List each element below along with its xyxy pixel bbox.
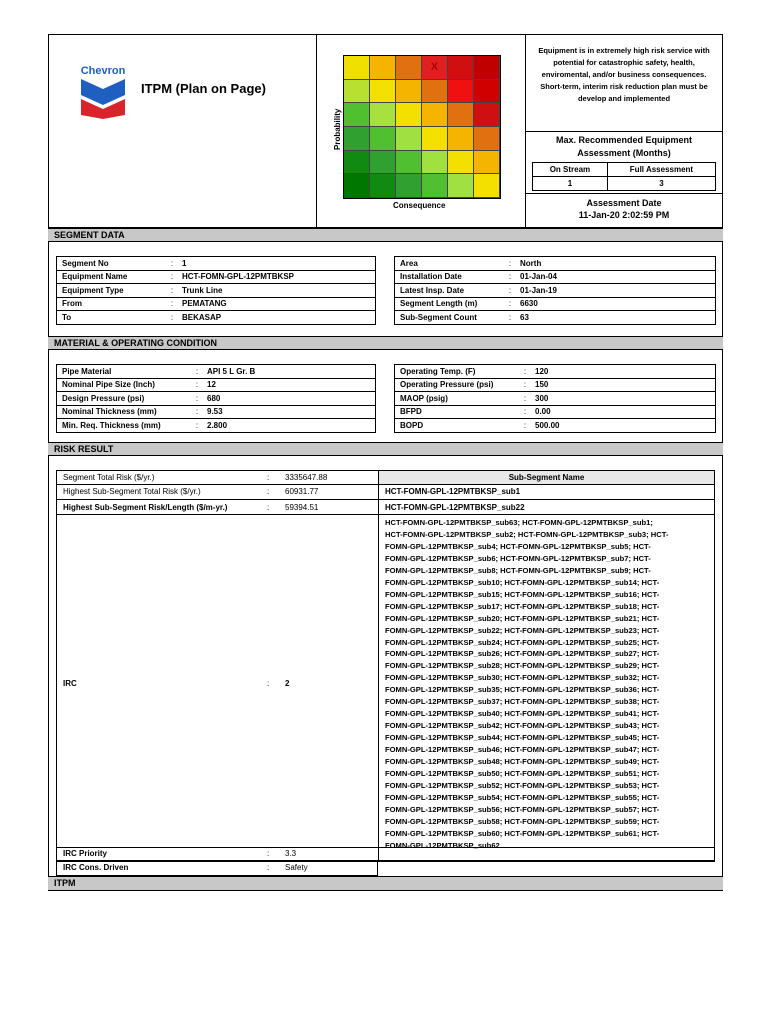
kv-row: To : BEKASAP <box>57 311 376 325</box>
chevron-emblem-icon <box>77 77 129 119</box>
irc-line: FOMN-GPL-12PMTBKSP_sub37; HCT-FOMN-GPL-12PMTBKSP_sub38; HCT- <box>385 697 660 707</box>
irc-cons-row: IRC Cons. Driven : Safety <box>56 862 378 876</box>
risk-table <box>56 470 715 862</box>
probability-label: Probability <box>333 108 342 150</box>
matrix-cell <box>396 151 422 175</box>
field-label: MAOP (psig) <box>400 393 448 403</box>
matrix-cell <box>422 80 448 104</box>
field-label: Nominal Pipe Size (Inch) <box>62 380 155 390</box>
kv-row: MAOP (psig) : 300 <box>395 392 716 406</box>
irc-priority-label: IRC Priority <box>63 849 108 858</box>
field-label: Installation Date <box>400 272 462 282</box>
kv-row: Installation Date : 01-Jan-04 <box>395 270 716 284</box>
segment-data-left <box>56 256 376 325</box>
matrix-cell <box>448 127 474 151</box>
field-label: From <box>62 299 82 309</box>
matrix-cell <box>344 103 370 127</box>
matrix-cell <box>474 80 500 104</box>
field-value: 1 <box>182 258 187 268</box>
matrix-cell <box>474 56 500 80</box>
matrix-cell <box>344 80 370 104</box>
matrix-cell <box>474 103 500 127</box>
matrix-cell <box>474 151 500 175</box>
max-assessment-title: Max. Recommended Equipment Assessment (Months) <box>555 135 693 158</box>
segment-data-right <box>394 256 716 325</box>
assessment-date-box <box>525 193 723 228</box>
subsegment-name: HCT-FOMN-GPL-12PMTBKSP_sub1 <box>385 487 521 496</box>
consequence-label: Consequence <box>393 201 446 210</box>
risk-value: 59394.51 <box>285 503 319 512</box>
field-value: 150 <box>535 380 549 390</box>
field-label: Segment Length (m) <box>400 299 478 309</box>
kv-row: Equipment Name : HCT-FOMN-GPL-12PMTBKSP <box>57 270 376 284</box>
kv-row: Min. Req. Thickness (mm) : 2.800 <box>57 419 376 433</box>
irc-line: FOMN-GPL-12PMTBKSP_sub28; HCT-FOMN-GPL-12PMTBKSP_sub29; HCT- <box>385 661 660 671</box>
field-label: Area <box>400 258 418 268</box>
logo-text: Chevron <box>80 65 126 77</box>
irc-line: FOMN-GPL-12PMTBKSP_sub52; HCT-FOMN-GPL-12PMTBKSP_sub53; HCT- <box>385 780 660 790</box>
field-label: Design Pressure (psi) <box>62 393 145 403</box>
matrix-cell <box>396 174 422 198</box>
field-label: Operating Temp. (F) <box>400 366 476 376</box>
kv-row: Nominal Thickness (mm) : 9.53 <box>57 405 376 419</box>
irc-priority-value: 3.3 <box>285 849 297 858</box>
irc-line: HCT-FOMN-GPL-12PMTBKSP_sub2; HCT-FOMN-GPL-12PMTBKSP_sub3; HCT- <box>385 529 669 539</box>
matrix-cell <box>370 127 396 151</box>
irc-cons-value: Safety <box>285 863 308 872</box>
field-value: 680 <box>207 393 221 403</box>
field-value: 0.00 <box>535 407 551 417</box>
field-value: 500.00 <box>535 420 560 430</box>
matrix-cell <box>474 127 500 151</box>
max-assessment-box <box>525 131 723 194</box>
matrix-cell <box>448 151 474 175</box>
field-value: Trunk Line <box>182 285 223 295</box>
kv-row: Operating Pressure (psi) : 150 <box>395 378 716 392</box>
kv-row: Pipe Material : API 5 L Gr. B <box>57 365 376 379</box>
matrix-cell <box>396 127 422 151</box>
segment-data-header: SEGMENT DATA <box>48 228 723 242</box>
irc-line: FOMN-GPL-12PMTBKSP_sub24; HCT-FOMN-GPL-12PMTBKSP_sub25; HCT- <box>385 637 660 647</box>
subsegment-name: HCT-FOMN-GPL-12PMTBKSP_sub22 <box>385 503 525 512</box>
on-stream-value: 1 <box>533 177 608 191</box>
irc-line: FOMN-GPL-12PMTBKSP_sub26; HCT-FOMN-GPL-12PMTBKSP_sub27; HCT- <box>385 649 660 659</box>
matrix-marker: X <box>422 56 448 80</box>
field-value: API 5 L Gr. B <box>207 366 256 376</box>
field-label: BFPD <box>400 407 422 417</box>
risk-result-header: RISK RESULT <box>48 442 723 456</box>
matrix-cell <box>344 174 370 198</box>
risk-matrix-block <box>316 34 526 228</box>
irc-line: FOMN-GPL-12PMTBKSP_sub42; HCT-FOMN-GPL-12PMTBKSP_sub43; HCT- <box>385 721 660 731</box>
field-value: 12 <box>207 380 216 390</box>
irc-line: FOMN-GPL-12PMTBKSP_sub44; HCT-FOMN-GPL-12PMTBKSP_sub45; HCT- <box>385 733 660 743</box>
matrix-cell <box>422 103 448 127</box>
assessment-date-value: 11-Jan-20 2:02:59 PM <box>578 210 670 220</box>
matrix-cell <box>344 151 370 175</box>
irc-line: FOMN-GPL-12PMTBKSP_sub50; HCT-FOMN-GPL-12PMTBKSP_sub51; HCT- <box>385 769 660 779</box>
risk-matrix <box>343 55 501 199</box>
full-assessment-value: 3 <box>659 179 664 188</box>
matrix-cell <box>370 56 396 80</box>
material-left <box>56 364 376 433</box>
matrix-cell <box>370 80 396 104</box>
field-value: PEMATANG <box>182 299 227 309</box>
assessment-date-label: Assessment Date <box>586 198 662 208</box>
irc-line: FOMN-GPL-12PMTBKSP_sub4; HCT-FOMN-GPL-12PMTBKSP_sub5; HCT- <box>385 541 651 551</box>
kv-row: Segment No : 1 <box>57 257 376 271</box>
matrix-cell <box>422 127 448 151</box>
matrix-cell <box>422 174 448 198</box>
assessment-table <box>532 162 716 191</box>
irc-line: FOMN-GPL-12PMTBKSP_sub58; HCT-FOMN-GPL-12PMTBKSP_sub59; HCT- <box>385 816 660 826</box>
material-right <box>394 364 716 433</box>
field-value: 63 <box>520 312 529 322</box>
irc-line: FOMN-GPL-12PMTBKSP_sub56; HCT-FOMN-GPL-12PMTBKSP_sub57; HCT- <box>385 804 660 814</box>
matrix-cell <box>474 174 500 198</box>
field-label: To <box>62 312 72 322</box>
field-value: HCT-FOMN-GPL-12PMTBKSP <box>182 272 294 282</box>
risk-label: Highest Sub-Segment Risk/Length ($/m-yr.) <box>63 503 228 512</box>
matrix-cell <box>448 174 474 198</box>
full-assessment-label: Full Assessment <box>629 165 694 174</box>
irc-line: FOMN-GPL-12PMTBKSP_sub46; HCT-FOMN-GPL-12PMTBKSP_sub47; HCT- <box>385 745 660 755</box>
risk-value: 3335647.88 <box>285 473 328 482</box>
matrix-cell <box>448 56 474 80</box>
field-label: Latest Insp. Date <box>400 285 465 295</box>
irc-line: FOMN-GPL-12PMTBKSP_sub6; HCT-FOMN-GPL-12PMTBKSP_sub7; HCT- <box>385 553 651 563</box>
irc-line: FOMN-GPL-12PMTBKSP_sub35; HCT-FOMN-GPL-12PMTBKSP_sub36; HCT- <box>385 685 660 695</box>
kv-row: Equipment Type : Trunk Line <box>57 284 376 298</box>
irc-value: 2 <box>285 679 290 688</box>
matrix-cell <box>448 80 474 104</box>
matrix-cell <box>396 80 422 104</box>
kv-row: Sub-Segment Count : 63 <box>395 311 716 325</box>
field-label: Segment No <box>62 258 109 268</box>
matrix-cell <box>396 56 422 80</box>
irc-cons-label: IRC Cons. Driven <box>63 863 129 872</box>
field-value: 01-Jan-19 <box>520 285 557 295</box>
irc-priority-row: IRC Priority : 3.3 <box>57 848 714 861</box>
field-value: 300 <box>535 393 549 403</box>
field-value: North <box>520 258 542 268</box>
risk-value: 60931.77 <box>285 487 319 496</box>
risk-row: Highest Sub-Segment Risk/Length ($/m-yr.) : 59394.51 HCT-FOMN-GPL-12PMTBKSP_sub22 <box>57 500 714 515</box>
kv-row: Nominal Pipe Size (Inch) : 12 <box>57 378 376 392</box>
material-header: MATERIAL & OPERATING CONDITION <box>48 336 723 350</box>
field-value: 9.53 <box>207 407 223 417</box>
irc-line: FOMN-GPL-12PMTBKSP_sub48; HCT-FOMN-GPL-12PMTBKSP_sub49; HCT- <box>385 757 660 767</box>
page-title: ITPM (Plan on Page) <box>141 81 266 96</box>
on-stream-label: On Stream <box>533 163 608 177</box>
irc-subsegment-list <box>385 517 711 852</box>
risk-label: Highest Sub-Segment Total Risk ($/yr.) <box>63 487 201 496</box>
irc-label: IRC <box>63 679 77 688</box>
title-block <box>48 34 317 228</box>
matrix-cell <box>422 151 448 175</box>
irc-line: FOMN-GPL-12PMTBKSP_sub8; HCT-FOMN-GPL-12PMTBKSP_sub9; HCT- <box>385 565 651 575</box>
irc-line: FOMN-GPL-12PMTBKSP_sub62 <box>385 840 500 850</box>
irc-line: FOMN-GPL-12PMTBKSP_sub17; HCT-FOMN-GPL-12PMTBKSP_sub18; HCT- <box>385 601 660 611</box>
field-label: Equipment Type <box>62 285 124 295</box>
irc-line: FOMN-GPL-12PMTBKSP_sub60; HCT-FOMN-GPL-12PMTBKSP_sub61; HCT- <box>385 828 660 838</box>
kv-row: Segment Length (m) : 6630 <box>395 297 716 311</box>
irc-line: FOMN-GPL-12PMTBKSP_sub54; HCT-FOMN-GPL-12PMTBKSP_sub55; HCT- <box>385 792 660 802</box>
matrix-cell <box>344 56 370 80</box>
irc-line: FOMN-GPL-12PMTBKSP_sub20; HCT-FOMN-GPL-12PMTBKSP_sub21; HCT- <box>385 613 660 623</box>
field-value: 01-Jan-04 <box>520 272 557 282</box>
field-label: Pipe Material <box>62 366 112 376</box>
risk-statement: Equipment is in extremely high risk service with potential for catastrophic safety, health, enviromental, and/or business consequences. Short-term, interim risk reduction plan must be develop and implemented <box>538 46 710 103</box>
irc-line: FOMN-GPL-12PMTBKSP_sub15; HCT-FOMN-GPL-12PMTBKSP_sub16; HCT- <box>385 589 660 599</box>
chevron-logo <box>77 65 129 121</box>
kv-row: Latest Insp. Date : 01-Jan-19 <box>395 284 716 298</box>
matrix-cell <box>344 127 370 151</box>
field-value: 2.800 <box>207 420 228 430</box>
irc-line: FOMN-GPL-12PMTBKSP_sub40; HCT-FOMN-GPL-12PMTBKSP_sub41; HCT- <box>385 709 660 719</box>
irc-line: FOMN-GPL-12PMTBKSP_sub22; HCT-FOMN-GPL-12PMTBKSP_sub23; HCT- <box>385 625 660 635</box>
irc-row: IRC : 2 HCT-FOMN-GPL-12PMTBKSP_sub63; HCT-FOMN-GPL-12PMTBKSP_sub1; HCT-FOMN-GPL-12PMTBKSP_sub2; HCT-FOMN-GPL-12PMTBKSP_sub3; HCT- FOMN-GPL-12PMTBKSP_sub4; HCT-FOMN-GPL-12PMTBKSP_sub5; HCT- FOMN-GPL-12PMTBKSP_sub6; HCT-FOMN-GPL-12PMTBKSP_sub7; HCT- FOMN-GPL-12PMTBKSP_sub8; HCT-FOMN-GPL-12PMTBKSP_sub9; HCT- FOMN-GPL-12PMTBKSP_sub10; HCT-FOMN-GPL-12PMTBKSP_sub14; HCT- FOMN-GPL-12PMTBKSP_sub15; HCT-FOMN-GPL-12PMTBKSP_sub16; HCT- FOMN-GPL-12PMTBKSP_sub17; HCT-FOMN-GPL-12PMTBKSP_sub18; HCT- FOMN-GPL-12PMTBKSP_sub20; HCT-FOMN-GPL-12PMTBKSP_sub21; HCT- FOMN-GPL-12PMTBKSP_sub22; HCT-FOMN-GPL-12PMTBKSP_sub23; HCT- FOMN-GPL-12PMTBKSP_sub24; HCT-FOMN-GPL-12PMTBKSP_sub25; HCT- FOMN-GPL-12PMTBKSP_sub26; HCT-FOMN-GPL-12PMTBKSP_sub27; HCT- FOMN-GPL-12PMTBKSP_sub28; HCT-FOMN-GPL-12PMTBKSP_sub29; HCT- FOMN-GPL-12PMTBKSP_sub30; HCT-FOMN-GPL-12PMTBKSP_sub32; HCT- FOMN-GPL-12PMTBKSP_sub35; HCT-FOMN-GPL-12PMTBKSP_sub36; HCT- FOMN-GPL-12PMTBKSP_sub37; HCT-FOMN-GPL-12PMTBKSP_sub38; HCT- FOMN-GPL-12PMTBKSP_sub40; HCT-FOMN-GPL-12PMTBKSP_sub41; HCT- FOMN-GPL-12PMTBKSP_sub42; HCT-FOMN-GPL-12PMTBKSP_sub43; HCT- FOMN-GPL-12PMTBKSP_sub44; HCT-FOMN-GPL-12PMTBKSP_sub45; HCT- FOMN-GPL-12PMTBKSP_sub46; HCT-FOMN-GPL-12PMTBKSP_sub47; HCT- FOMN-GPL-12PMTBKSP_sub48; HCT-FOMN-GPL-12PMTBKSP_sub49; HCT- FOMN-GPL-12PMTBKSP_sub50; HCT-FOMN-GPL-12PMTBKSP_sub51; HCT- FOMN-GPL-12PMTBKSP_sub52; HCT-FOMN-GPL-12PMTBKSP_sub53; HCT- FOMN-GPL-12PMTBKSP_sub54; HCT-FOMN-GPL-12PMTBKSP_sub55; HCT- FOMN-GPL-12PMTBKSP_sub56; HCT-FOMN-GPL-12PMTBKSP_sub57; HCT- FOMN-GPL-12PMTBKSP_sub58; HCT-FOMN-GPL-12PMTBKSP_sub59; HCT- FOMN-GPL-12PMTBKSP_sub60; HCT-FOMN-GPL-12PMTBKSP_sub61; HCT- FOMN-GPL-12PMTBKSP_sub62 <box>57 515 714 848</box>
kv-row: BFPD : 0.00 <box>395 405 716 419</box>
field-value: 120 <box>535 366 549 376</box>
irc-line: FOMN-GPL-12PMTBKSP_sub10; HCT-FOMN-GPL-12PMTBKSP_sub14; HCT- <box>385 577 660 587</box>
matrix-cell <box>370 103 396 127</box>
kv-row: Area : North <box>395 257 716 271</box>
field-label: Operating Pressure (psi) <box>400 380 494 390</box>
field-label: Nominal Thickness (mm) <box>62 407 157 417</box>
field-label: BOPD <box>400 420 424 430</box>
matrix-cell <box>396 103 422 127</box>
field-value: 6630 <box>520 299 538 309</box>
kv-row: BOPD : 500.00 <box>395 419 716 433</box>
risk-row: Highest Sub-Segment Total Risk ($/yr.) : 60931.77 HCT-FOMN-GPL-12PMTBKSP_sub1 <box>57 485 714 500</box>
subsegment-header: Sub-Segment Name <box>379 471 714 485</box>
kv-row: From : PEMATANG <box>57 297 376 311</box>
itpm-header: ITPM <box>48 876 723 891</box>
field-label: Sub-Segment Count <box>400 312 477 322</box>
field-label: Min. Req. Thickness (mm) <box>62 420 161 430</box>
kv-row: Operating Temp. (F) : 120 <box>395 365 716 379</box>
matrix-cell <box>370 174 396 198</box>
risk-row: Segment Total Risk ($/yr.) : 3335647.88 <box>57 471 378 485</box>
risk-label: Segment Total Risk ($/yr.) <box>63 473 155 482</box>
matrix-cell <box>448 103 474 127</box>
irc-line: HCT-FOMN-GPL-12PMTBKSP_sub63; HCT-FOMN-GPL-12PMTBKSP_sub1; <box>385 518 653 527</box>
field-label: Equipment Name <box>62 272 128 282</box>
risk-statement-box <box>525 34 723 132</box>
kv-row: Design Pressure (psi) : 680 <box>57 392 376 406</box>
irc-line: FOMN-GPL-12PMTBKSP_sub30; HCT-FOMN-GPL-12PMTBKSP_sub32; HCT- <box>385 673 660 683</box>
field-value: BEKASAP <box>182 312 222 322</box>
matrix-cell <box>370 151 396 175</box>
